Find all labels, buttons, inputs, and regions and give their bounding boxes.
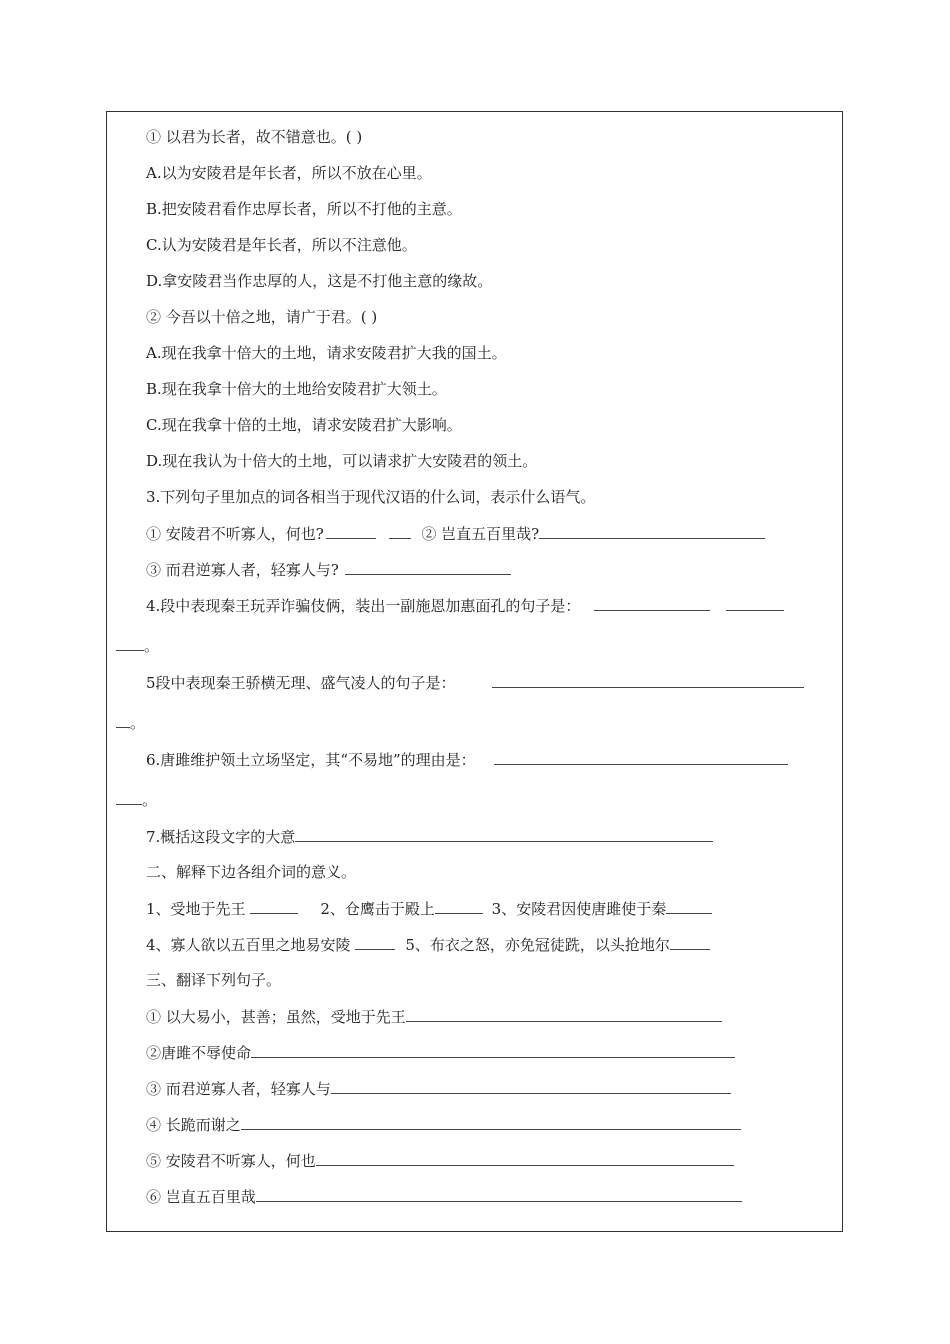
q3-item-a: ① 安陵君不听寡人，何也? xyxy=(146,525,324,543)
section2-item-3: 3、安陵君因使唐雎使于秦 xyxy=(491,900,667,918)
section2-item-3-blank[interactable] xyxy=(666,898,712,914)
q3-answer-b-blank[interactable] xyxy=(539,523,765,539)
section2-item-4-blank[interactable] xyxy=(355,934,395,950)
q4-answer-blank-3[interactable] xyxy=(116,635,144,651)
q6-answer-blank-2[interactable] xyxy=(116,789,142,805)
section2-item-1: 1、受地于先王 xyxy=(146,900,246,918)
section2-item-1-blank[interactable] xyxy=(250,898,298,914)
section3-item-3 xyxy=(146,1078,731,1099)
section2-item-2-blank[interactable] xyxy=(435,898,483,914)
q4-row xyxy=(146,595,784,616)
q4-end-mark: 。 xyxy=(144,637,160,655)
q3-row-1 xyxy=(146,523,765,544)
q1-option-c: C.认为安陵君是年长者，所以不注意他。 xyxy=(146,236,417,254)
section3-title: 三、翻译下列句子。 xyxy=(146,971,282,989)
q6-answer-blank-1[interactable] xyxy=(494,749,788,765)
q2-stem: ② 今吾以十倍之地，请广于君。( ) xyxy=(146,308,378,326)
q1-option-a: A.以为安陵君是年长者，所以不放在心里。 xyxy=(146,164,432,182)
q5-answer-blank-2[interactable] xyxy=(116,712,130,728)
section3-item-4-blank[interactable] xyxy=(241,1114,741,1130)
q2-option-d: D.现在我认为十倍大的土地，可以请求扩大安陵君的领土。 xyxy=(146,452,538,470)
section3-item-2-text: ②唐雎不辱使命 xyxy=(146,1044,252,1062)
section3-item-6 xyxy=(146,1186,742,1207)
section3-item-3-blank[interactable] xyxy=(331,1078,731,1094)
section3-item-4 xyxy=(146,1114,741,1135)
section3-item-5-blank[interactable] xyxy=(316,1150,734,1166)
section3-item-2-blank[interactable] xyxy=(251,1042,735,1058)
section3-item-5 xyxy=(146,1150,734,1171)
q3-answer-c-blank[interactable] xyxy=(345,559,511,575)
q5-continuation xyxy=(116,712,145,733)
section3-item-6-text: ⑥ 岂直五百里哉 xyxy=(146,1188,256,1206)
q5-answer-blank-1[interactable] xyxy=(492,672,804,688)
q6-row xyxy=(146,749,788,770)
section2-item-5: 5、布衣之怒，亦免冠徒跣，以头抢地尔 xyxy=(405,936,670,954)
q5-stem: 5段中表现秦王骄横无理、盛气凌人的句子是： xyxy=(146,674,456,692)
section3-item-4-text: ④ 长跪而谢之 xyxy=(146,1116,241,1134)
q3-row-2 xyxy=(146,559,511,580)
section2-title: 二、解释下边各组介词的意义。 xyxy=(146,863,357,881)
q1-stem: ① 以君为长者，故不错意也。( ) xyxy=(146,128,363,146)
section2-row-2 xyxy=(146,934,710,955)
section2-row-1 xyxy=(146,898,712,919)
q3-item-c: ③ 而君逆寡人者，轻寡人与? xyxy=(146,561,339,579)
q1-option-d: D.拿安陵君当作忠厚的人，这是不打他主意的缘故。 xyxy=(146,272,493,290)
q3-answer-a-blank[interactable] xyxy=(326,523,376,539)
section2-item-2: 2、仓鹰击于殿上 xyxy=(320,900,435,918)
q4-stem: 4.段中表现秦王玩弄诈骗伎俩，装出一副施恩加惠面孔的句子是： xyxy=(146,597,581,615)
section3-item-1-text: ① 以大易小，甚善；虽然，受地于先王 xyxy=(146,1008,406,1026)
section3-item-6-blank[interactable] xyxy=(256,1186,742,1202)
q3-item-b: ② 岂直五百里哉? xyxy=(421,525,540,543)
section3-item-2 xyxy=(146,1042,735,1063)
q7-answer-blank[interactable] xyxy=(295,826,713,842)
q5-end-mark: 。 xyxy=(130,714,146,732)
q3-answer-a2-blank[interactable] xyxy=(389,523,411,539)
q2-option-a: A.现在我拿十倍大的土地，请求安陵君扩大我的国土。 xyxy=(146,344,507,362)
q7-row xyxy=(146,826,713,847)
q6-end-mark: 。 xyxy=(142,791,158,809)
section3-item-1 xyxy=(146,1006,722,1027)
q6-stem: 6.唐雎维护领土立场坚定，其“不易地”的理由是： xyxy=(146,751,476,769)
q4-answer-blank-2[interactable] xyxy=(726,595,784,611)
section2-item-4: 4、寡人欲以五百里之地易安陵 xyxy=(146,936,351,954)
q6-continuation xyxy=(116,789,157,810)
q2-option-c: C.现在我拿十倍的土地，请求安陵君扩大影响。 xyxy=(146,416,462,434)
section3-item-5-text: ⑤ 安陵君不听寡人，何也 xyxy=(146,1152,316,1170)
q7-stem: 7.概括这段文字的大意 xyxy=(146,828,296,846)
section2-item-5-blank[interactable] xyxy=(670,934,710,950)
q2-option-b: B.现在我拿十倍大的土地给安陵君扩大领土。 xyxy=(146,380,447,398)
q3-stem: 3.下列句子里加点的词各相当于现代汉语的什么词，表示什么语气。 xyxy=(146,488,596,506)
q4-answer-blank-1[interactable] xyxy=(594,595,710,611)
q1-option-b: B.把安陵君看作忠厚长者，所以不打他的主意。 xyxy=(146,200,462,218)
section3-item-3-text: ③ 而君逆寡人者，轻寡人与 xyxy=(146,1080,331,1098)
q4-continuation xyxy=(116,635,159,656)
q5-row xyxy=(146,672,804,693)
section3-item-1-blank[interactable] xyxy=(406,1006,722,1022)
